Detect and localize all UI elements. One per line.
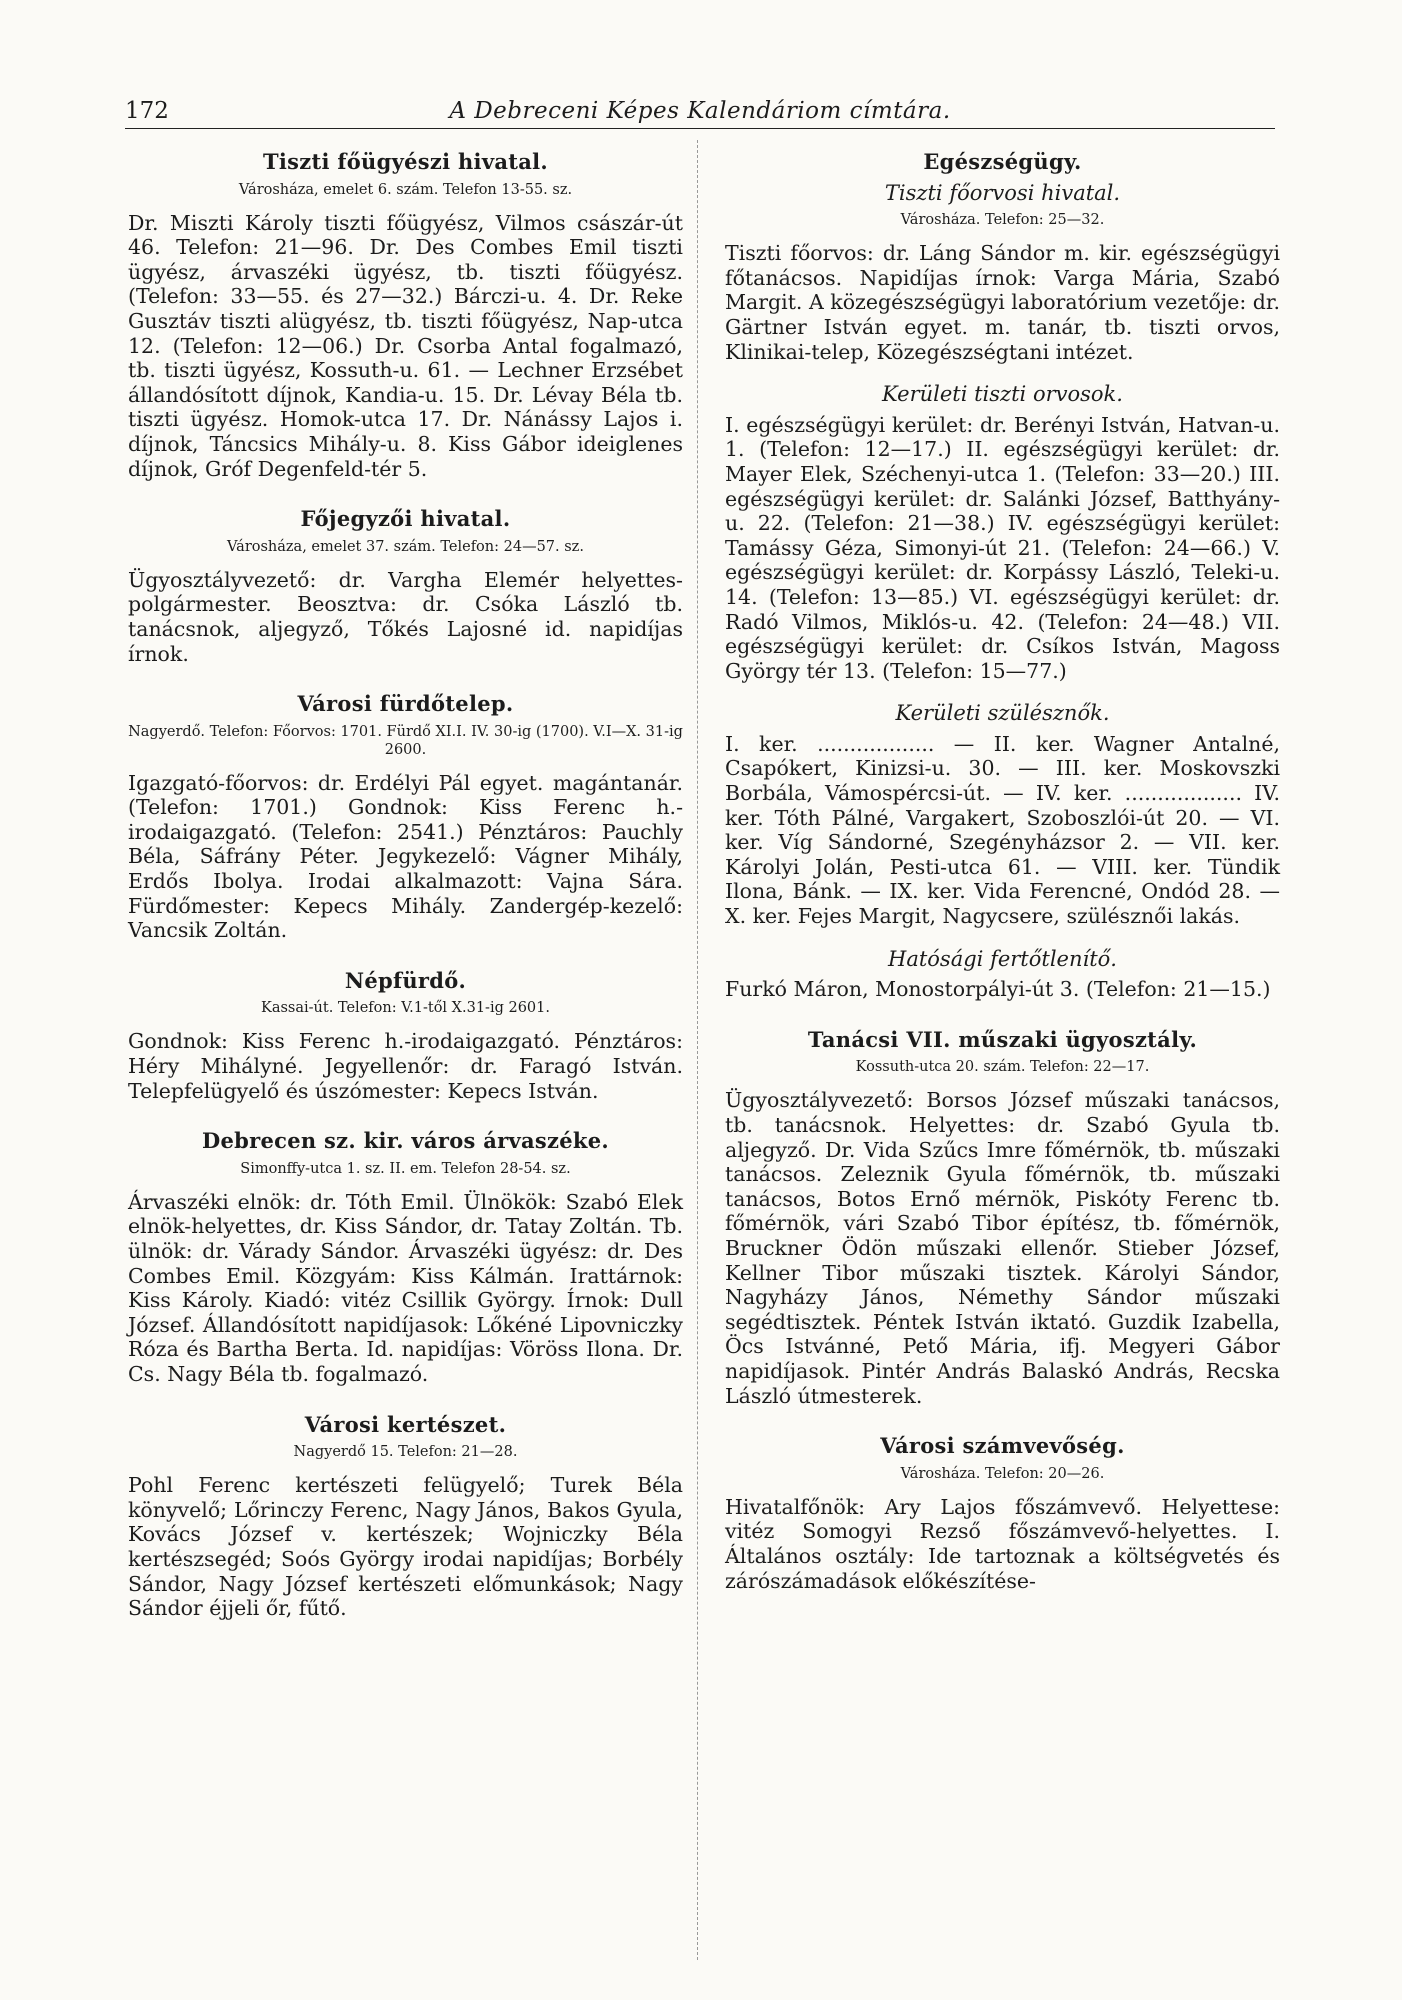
subsection-body: Tiszti főorvos: dr. Láng Sándor m. kir. egészségügyi főtanácsos. Napidíjas írnok: Varga Mária, Szabó Margit. A közegészségügyi laboratórium vezetője: dr. Gärtner István egyet. m. tanár, tb. tiszti orvos, Klinikai-telep, Közegészségtani intézet. [725, 241, 1280, 364]
section-subhead: Simonffy-utca 1. sz. II. em. Telefon 28-54. sz. [240, 1160, 571, 1177]
section-subhead: Városháza. Telefon: 20—26. [900, 1465, 1105, 1482]
section-title: Egészségügy. [923, 149, 1082, 174]
subsection-title: Hatósági fertőtlenítő. [888, 946, 1117, 971]
section-subhead: Nagyerdő. Telefon: Főorvos: 1701. Fürdő XI.I. IV. 30-ig (1700). V.I—X. 31-ig 2600. [128, 723, 683, 758]
section-title: Városi számvevőség. [880, 1433, 1125, 1459]
section-body: Pohl Ferenc kertészeti felügyelő; Turek Béla könyvelő; Lőrinczy Ferenc, Nagy János, Bakos Gyula, Kovács József v. kertészek; Wojniczky Béla kertészsegéd; Soós György irodai napidíjas; Borbély Sándor, Nagy József kertészeti előmunkások; Nagy Sándor éjjeli őr, fűtő. [128, 1473, 683, 1621]
running-title: A Debreceni Képes Kalendáriom címtára. [449, 98, 951, 124]
section-body: Hivatalfőnök: Ary Lajos főszámvevő. Helyettese: vitéz Somogyi Rezső főszámvevő-helyettes. I. Általános osztály: Ide tartoznak a költségvetés és zárószámadások előkészítése- [725, 1494, 1280, 1593]
section-subhead: Városháza, emelet 6. szám. Telefon 13-55. sz. [238, 181, 573, 198]
section-muszaki-ugyosztaly [725, 1028, 1280, 1408]
subsection-title: Kerületi szülésznők. [895, 701, 1110, 726]
section-subhead: Városháza, emelet 37. szám. Telefon: 24—57. sz. [227, 538, 584, 555]
section-body: Ügyosztályvezető: dr. Vargha Elemér helyettes-polgármester. Beosztva: dr. Csóka László tb. tanácsnok, aljegyző, Tőkés Lajosné id. napidíjas írnok. [128, 567, 683, 666]
section-varosi-szamvevoseg [725, 1434, 1280, 1593]
section-body: Gondnok: Kiss Ferenc h.-irodaigazgató. Pénztáros: Héry Mihályné. Jegyellenőr: dr. Faragó István. Telepfelügyelő és úszómester: Kepecs István. [128, 1029, 683, 1103]
section-body: Igazgató-főorvos: dr. Erdélyi Pál egyet. magántanár. (Telefon: 1701.) Gondnok: Kiss Ferenc h.-irodaigazgató. (Telefon: 2541.) Pénztáros: Pauchly Béla, Sáfrány Péter. Jegykezelő: Vágner Mihály, Erdős Ibolya. Irodai alkalmazott: Vajna Sára. Fürdőmester: Kepecs Mihály. Zandergép-kezelő: Vancsik Zoltán. [128, 770, 683, 943]
section-nepfurdo [128, 969, 683, 1103]
subsection-subhead: Városháza. Telefon: 25—32. [900, 212, 1105, 229]
section-title: Debrecen sz. kir. város árvaszéke. [201, 1128, 610, 1154]
left-column [128, 150, 683, 1647]
section-varosi-kerteszet [128, 1413, 683, 1621]
section-title: Városi kertészet. [304, 1411, 507, 1437]
section-fojegyzoi-hivatal [128, 507, 683, 666]
section-body: Árvaszéki elnök: dr. Tóth Emil. Ülnökök: Szabó Elek elnök-helyettes, dr. Kiss Sándor, dr. Tatay Zoltán. Tb. ülnök: dr. Várady Sándor. Árvaszéki ügyész: dr. Des Combes Emil. Közgyám: Kiss Kálmán. Irattárnok: Kiss Károly. Kiadó: vitéz Csillik György. Írnok: Dull József. Állandósított napidíjasok: Lőkéné Lipovniczky Róza és Bartha Berta. Id. napidíjas: Vöröss Ilona. Dr. Cs. Nagy Béla tb. fogalmazó. [128, 1189, 683, 1386]
section-varosi-furdotelep [128, 692, 683, 943]
subsection-title: Kerületi tiszti orvosok. [882, 382, 1123, 407]
section-subhead: Kossuth-utca 20. szám. Telefon: 22—17. [855, 1059, 1150, 1076]
subsection-title: Tiszti főorvosi hivatal. [884, 180, 1121, 205]
section-egeszsegugy [725, 150, 1280, 1002]
section-title: Népfürdő. [344, 967, 467, 993]
subsection-body: I. ker. .................. — II. ker. Wagner Antalné, Csapókert, Kinizsi-u. 30. — III. ker. Moskovszki Borbála, Vámospércsi-út. — IV. ker. .................. IV. ker. Tóth Pálné, Vargakert, Szoboszlói-út 20. — VI. ker. Víg Sándorné, Szegényházsor 2. — VII. ker. Károlyi Jolán, Pesti-utca 61. — VIII. ker. Tündik Ilona, Bánk. — IX. ker. Vida Ferencné, Ondód 28. — X. ker. Fejes Margit, Nagycsere, szülésznői lakás. [725, 731, 1280, 929]
right-column [725, 150, 1280, 1619]
section-tiszti-fougyeszi-hivatal [128, 150, 683, 481]
section-body: Dr. Miszti Károly tiszti főügyész, Vilmos császár-út 46. Telefon: 21—96. Dr. Des Combes Emil tiszti ügyész, árvaszéki ügyész, tb. tiszti főügyész. (Telefon: 33—55. és 27—32.) Bárczi-u. 4. Dr. Reke Gusztáv tiszti alügyész, tb. tiszti főügyész, Nap-utca 12. (Telefon: 12—06.) Dr. Csorba Antal fogalmazó, tb. tiszti ügyész, Kossuth-u. 61. — Lechner Erzsébet állandósított díjnok, Kandia-u. 15. Dr. Lévay Béla tb. tiszti ügyész. Homok-utca 17. Dr. Nánássy Lajos i. díjnok, Táncsics Mihály-u. 8. Kiss Gábor ideiglenes díjnok, Gróf Degenfeld-tér 5. [128, 210, 683, 481]
page-header [125, 98, 1275, 129]
section-subhead: Kassai-út. Telefon: V.1-től X.31-ig 2601. [261, 1000, 550, 1017]
section-title: Főjegyzői hivatal. [300, 506, 511, 532]
subsection-body: Furkó Máron, Monostorpályi-út 3. (Telefon: 21—15.) [725, 977, 1271, 1002]
subsection-body: I. egészségügyi kerület: dr. Berényi István, Hatvan-u. 1. (Telefon: 12—17.) II. egészségügyi kerület: dr. Mayer Elek, Széchenyi-utca 1. (Telefon: 33—20.) III. egészségügyi kerület: dr. Salánki József, Batthyány-u. 22. (Telefon: 21—38.) IV. egészségügyi kerület: Tamássy Géza, Simonyi-út 21. (Telefon: 24—66.) V. egészségügyi kerület: dr. Korpássy László, Teleki-u. 14. (Telefon: 13—85.) VI. egészségügyi kerület: dr. Radó Vilmos, Miklós-u. 42. (Telefon: 24—48.) VII. egészségügyi kerület: dr. Csíkos István, Magoss György tér 13. (Telefon: 15—77.) [725, 412, 1280, 683]
page-number: 172 [125, 98, 169, 124]
section-title: Tanácsi VII. műszaki ügyosztály. [807, 1026, 1198, 1052]
section-subhead: Nagyerdő 15. Telefon: 21—28. [293, 1444, 518, 1461]
section-title: Városi fürdőtelep. [297, 691, 514, 717]
section-body: Ügyosztályvezető: Borsos József műszaki tanácsos, tb. tanácsnok. Helyettes: dr. Szabó Gyula tb. aljegyző. Dr. Vida Szűcs Imre főmérnök, tb. műszaki tanácsos. Zeleznik Gyula főmérnök, tb. műszaki tanácsos, Botos Ernő mérnök, Piskóty Ferenc tb. főmérnök, vári Szabó Tibor építész, tb. főmérnök, Bruckner Ödön műszaki ellenőr. Stieber József, Kellner Tibor műszaki tisztek. Károlyi Sándor, Nagyházy János, Némethy Sándor műszaki segédtisztek. Péntek István iktató. Guzdik Izabella, Öcs Istvánné, Pető Mária, ifj. Megyeri Gábor napidíjasok. Pintér András Balaskó András, Recska László útmesterek. [725, 1088, 1280, 1408]
column-divider [697, 140, 698, 1960]
section-title: Tiszti főügyészi hivatal. [262, 149, 549, 174]
section-arvaszek [128, 1129, 683, 1386]
